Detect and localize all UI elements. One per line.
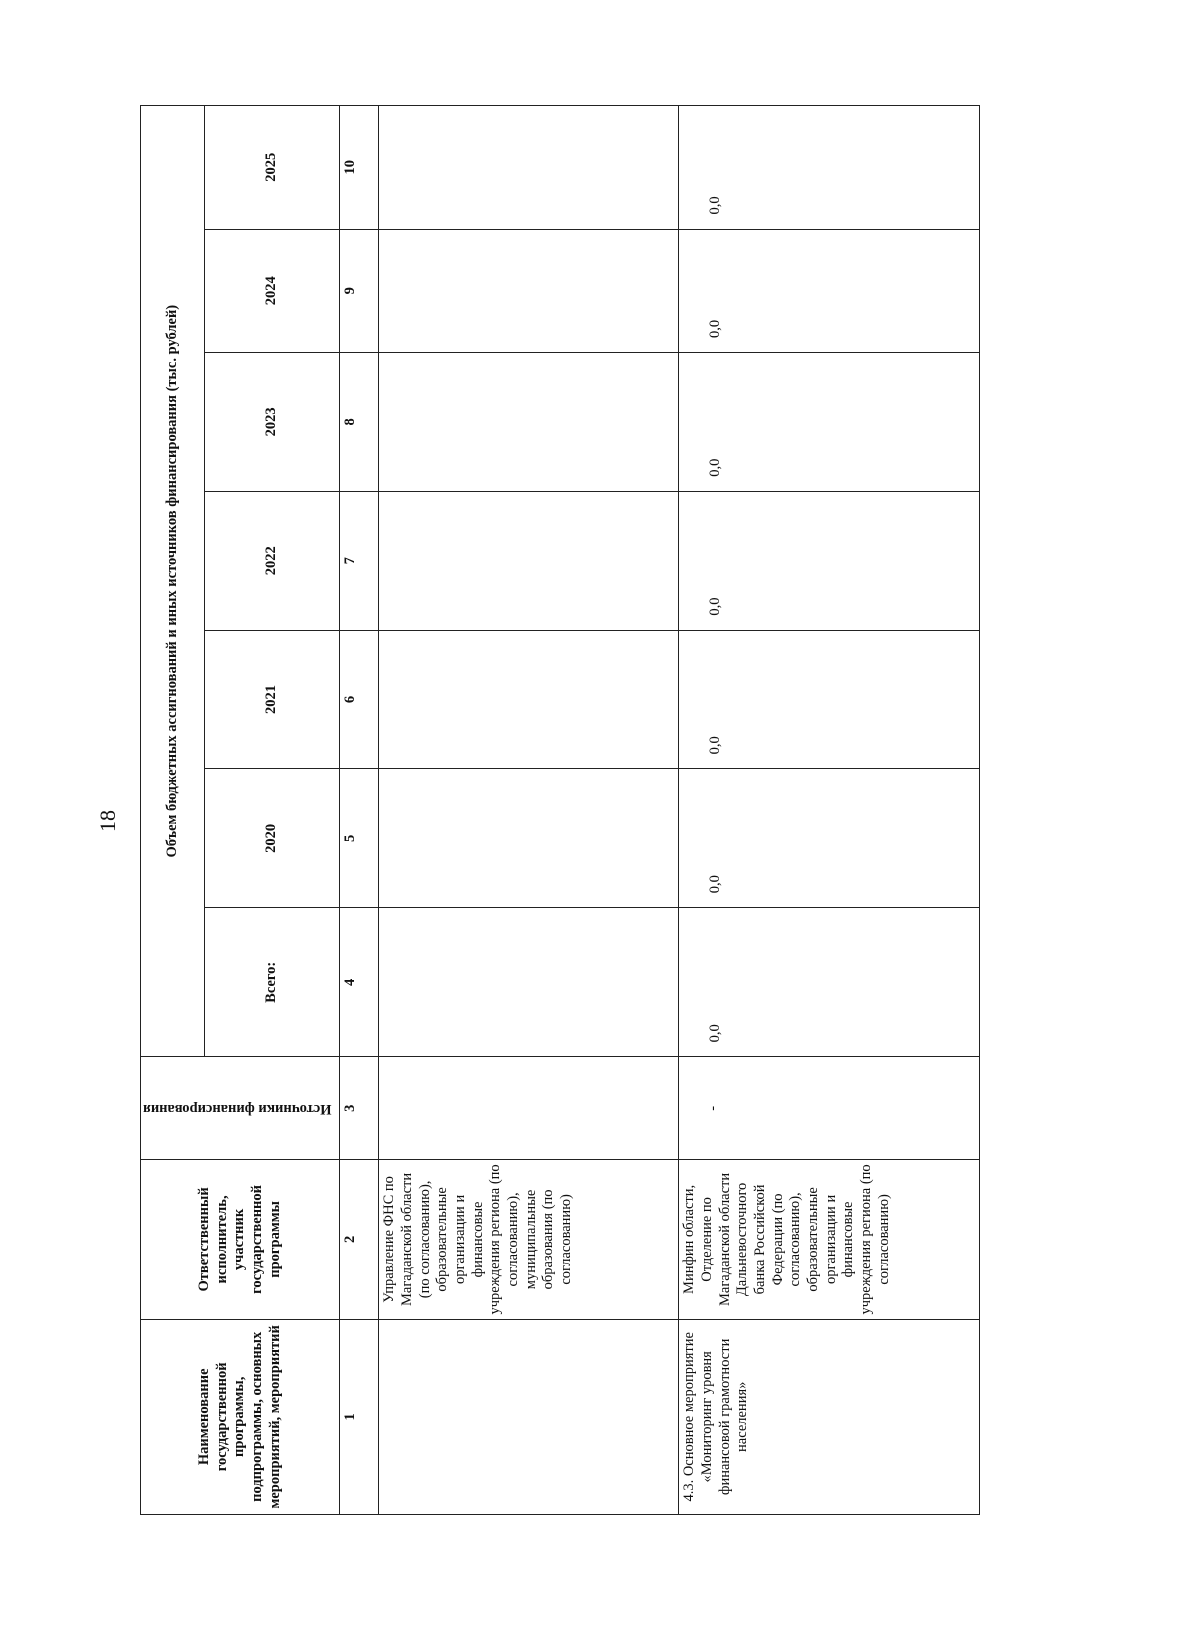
header-executor: Ответственный исполнитель, участник государственной программы (141, 1160, 340, 1319)
row-name (379, 1319, 679, 1514)
row-source: - (679, 1057, 980, 1160)
header-sources (141, 1057, 340, 1160)
header-year-2022: 2022 (205, 491, 340, 630)
column-number: 6 (340, 630, 379, 769)
column-number: 3 (340, 1057, 379, 1160)
header-year-2023: 2023 (205, 352, 340, 491)
header-year-2021: 2021 (205, 630, 340, 769)
column-number: 5 (340, 769, 379, 908)
row-value-2025: 0,0 (679, 106, 980, 230)
row-source (379, 1057, 679, 1160)
column-number: 7 (340, 491, 379, 630)
row-value-total (379, 908, 679, 1057)
row-value-2020: 0,0 (679, 769, 980, 908)
row-value-2020 (379, 769, 679, 908)
row-executor: Минфин области, Отделение по Магаданской области Дальневосточного банка Российской Федерации (по согласованию), образовательные организации и финансовые учреждения региона (по согласованию) (679, 1160, 980, 1319)
row-value-2025 (379, 106, 679, 230)
row-value-2024: 0,0 (679, 229, 980, 352)
column-number: 1 (340, 1319, 379, 1514)
budget-table (140, 105, 980, 1515)
header-year-2024: 2024 (205, 229, 340, 352)
column-number-row (340, 106, 379, 1515)
header-program-name: Наименование государственной программы, подпрограммы, основных мероприятий, мероприятий (141, 1319, 340, 1514)
row-value-2021 (379, 630, 679, 769)
row-name: 4.3. Основное мероприятие «Мониторинг уровня финансовой грамотности населения» (679, 1319, 980, 1514)
header-year-2020: 2020 (205, 769, 340, 908)
row-value-2024 (379, 229, 679, 352)
row-value-2023: 0,0 (679, 352, 980, 491)
table-row (679, 106, 980, 1515)
header-budget-group: Объем бюджетных ассигнований и иных источников финансирования (тыс. рублей) (141, 106, 205, 1057)
column-number: 9 (340, 229, 379, 352)
row-value-2022 (379, 491, 679, 630)
header-year-2025: 2025 (205, 106, 340, 230)
row-value-total: 0,0 (679, 908, 980, 1057)
table-row (379, 106, 679, 1515)
row-value-2023 (379, 352, 679, 491)
header-sources-text: Источники финансирования (143, 1101, 332, 1118)
rotated-table-container (140, 105, 980, 1515)
page-number: 18 (95, 810, 120, 832)
column-number: 2 (340, 1160, 379, 1319)
header-year-total: Всего: (205, 908, 340, 1057)
column-number: 8 (340, 352, 379, 491)
row-value-2021: 0,0 (679, 630, 980, 769)
row-value-2022: 0,0 (679, 491, 980, 630)
rotated-table (140, 105, 980, 1515)
column-number: 4 (340, 908, 379, 1057)
column-number: 10 (340, 106, 379, 230)
row-executor: Управление ФНС по Магаданской области (по согласованию), образовательные организации и финансовые учреждения региона (по согласованию), муниципальные образования (по согласованию) (379, 1160, 679, 1319)
